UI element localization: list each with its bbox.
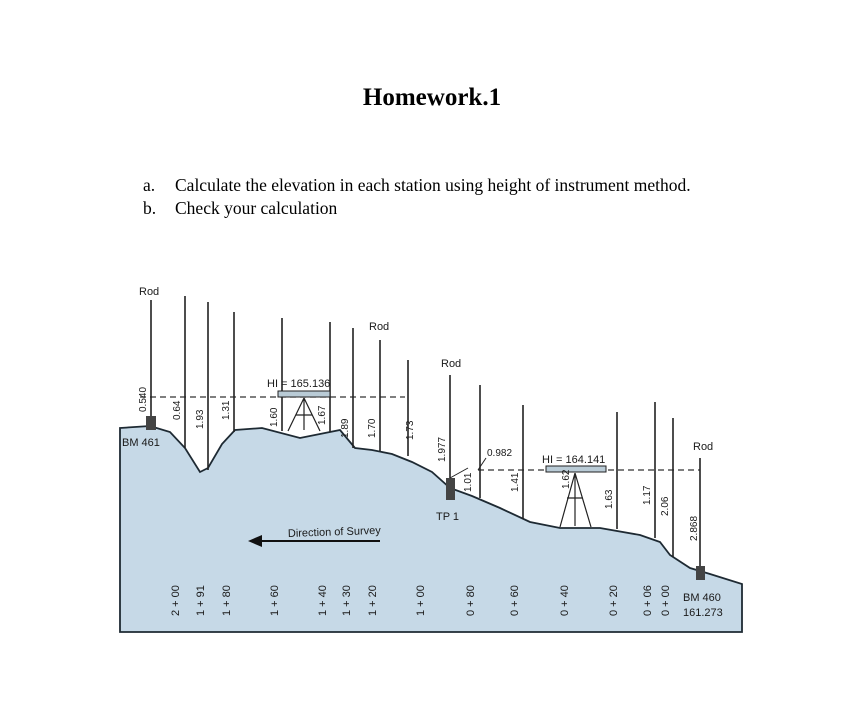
rod-label: Rod [693,441,714,453]
rod-reading: 2.868 [689,515,700,541]
rod-label: Rod [441,358,462,370]
rod-reading: 1.01 [463,472,474,492]
tp1-marker [446,478,455,500]
rod-label: Rod [139,286,160,298]
hi-label: HI = 164.141 [542,454,606,466]
question-b-text: Check your calculation [175,198,338,218]
rod-reading: 2.06 [660,496,671,516]
rod-label: Rod [369,321,390,333]
question-a-text: Calculate the elevation in each station using height of instrument method. [175,175,691,195]
rod-reading: 1.73 [405,420,416,440]
station-label: 0 + 60 [509,585,521,616]
bm-460-elevation: 161.273 [683,607,723,619]
rod-reading: 0.540 [138,386,149,412]
question-b-label: b. [143,198,157,218]
bm-461-marker [146,416,156,430]
bm-460-label: BM 460 [683,592,721,604]
rod-reading: 1.67 [317,405,328,425]
station-label: 1 + 00 [415,585,427,616]
bm-460-marker [696,566,705,580]
rod-reading: 1.31 [221,400,232,420]
station-label: 1 + 91 [195,585,207,616]
station-label: 1 + 80 [221,585,233,616]
page-title: Homework.1 [362,84,502,111]
rod-reading: 1.977 [437,436,448,462]
question-a-label: a. [143,175,156,195]
tp1-label: TP 1 [436,511,460,523]
station-label: 2 + 00 [170,585,182,616]
station-label: 0 + 40 [559,585,571,616]
station-label: 0 + 06 [642,585,654,616]
station-label: 1 + 60 [269,585,281,616]
bm-461-label: BM 461 [122,437,160,449]
level-instrument-2 [546,466,606,527]
station-label: 1 + 40 [317,585,329,616]
station-label: 1 + 30 [341,585,353,616]
rod-reading: 0.64 [172,400,183,420]
rod-reading: 1.63 [604,489,615,509]
station-label: 0 + 00 [660,585,672,616]
rod-reading: 0.982 [487,448,513,459]
rod-reading: 1.41 [510,472,521,492]
station-label: 1 + 20 [367,585,379,616]
rod-reading: 1.62 [561,469,572,489]
rod-reading: 1.89 [340,418,351,438]
hi-label: HI = 165.136 [267,378,331,390]
direction-label: Direction of Survey [287,524,381,540]
rod-reading: 1.93 [195,409,206,429]
rod-reading: 1.17 [642,485,653,505]
rod-reading: 1.60 [269,407,280,427]
rod-reading: 1.70 [367,418,378,438]
station-label: 0 + 20 [608,585,620,616]
station-label: 0 + 80 [465,585,477,616]
